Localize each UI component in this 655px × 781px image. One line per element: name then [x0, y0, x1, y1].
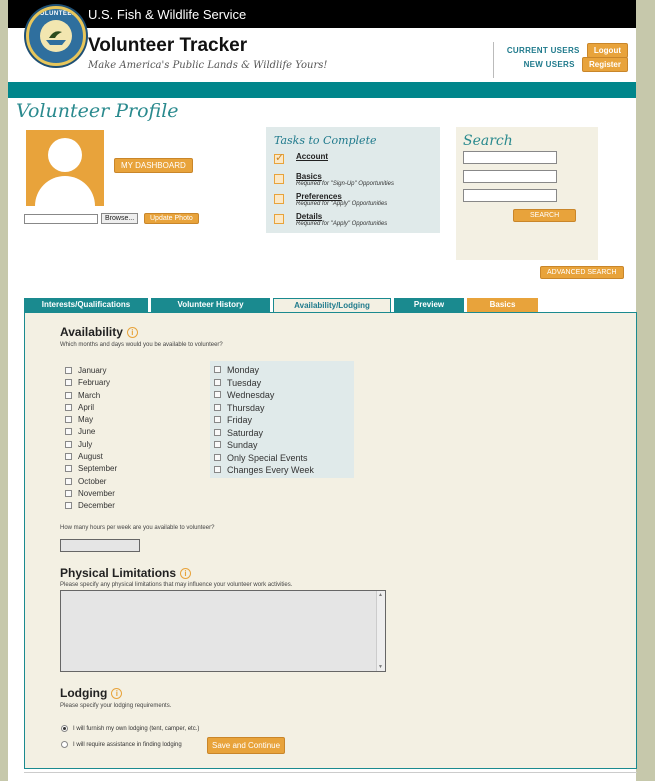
month-label: December	[78, 501, 115, 511]
month-option[interactable]	[65, 377, 117, 389]
lodging-title	[60, 686, 122, 700]
duck-icon	[40, 20, 72, 52]
day-option[interactable]	[214, 377, 350, 390]
task-note: Required for "Apply" Opportunities	[296, 201, 388, 207]
day-option[interactable]	[214, 364, 350, 377]
scroll-down-icon[interactable]: ▼	[378, 664, 383, 670]
checkbox[interactable]	[65, 428, 72, 435]
month-label: April	[78, 402, 95, 412]
hours-question: How many hours per week are you available to volunteer?	[60, 525, 215, 531]
availability-title-text: Availability	[60, 325, 123, 339]
search-panel	[456, 127, 598, 260]
avatar-head-shape	[48, 138, 82, 172]
month-option[interactable]	[65, 463, 117, 475]
task-details	[274, 212, 432, 229]
month-option[interactable]	[65, 451, 117, 463]
day-label: Friday	[227, 415, 253, 425]
agency-name: U.S. Fish & Wildlife Service	[88, 7, 247, 22]
top-bar	[8, 0, 636, 28]
info-icon[interactable]: i	[127, 327, 138, 338]
header-band	[8, 82, 636, 98]
checkbox[interactable]	[65, 416, 72, 423]
month-label: February	[78, 378, 111, 388]
update-photo-button[interactable]: Update Photo	[144, 213, 199, 224]
info-icon[interactable]: i	[180, 568, 191, 579]
physical-title	[60, 566, 191, 580]
page-title: Volunteer Profile	[16, 100, 179, 122]
month-label: September	[78, 464, 118, 474]
search-heading: Search	[463, 133, 513, 149]
month-option[interactable]	[65, 402, 117, 414]
advanced-search-button[interactable]: ADVANCED SEARCH	[540, 266, 624, 279]
checkbox[interactable]	[65, 465, 72, 472]
month-option[interactable]	[65, 414, 117, 426]
lodging-option-assist[interactable]	[61, 741, 182, 748]
checkbox[interactable]	[214, 466, 221, 473]
radio-label: I will furnish my own lodging (tent, camper, etc.)	[73, 726, 200, 733]
task-link[interactable]: Basics	[296, 172, 322, 181]
browse-button[interactable]: Browse...	[101, 213, 138, 224]
checkbox[interactable]	[65, 367, 72, 374]
month-label: June	[78, 427, 96, 437]
save-and-continue-button[interactable]: Save and Continue	[207, 737, 285, 754]
checkbox[interactable]	[214, 391, 221, 398]
current-users-row	[507, 43, 628, 58]
day-label: Saturday	[227, 427, 264, 438]
checkbox[interactable]	[65, 441, 72, 448]
task-link[interactable]: Preferences	[296, 192, 342, 201]
checkbox[interactable]	[65, 379, 72, 386]
availability-title	[60, 325, 138, 339]
month-label: May	[78, 415, 94, 425]
month-option[interactable]	[65, 365, 117, 377]
availability-panel	[24, 312, 637, 769]
lodging-subtitle: Please specify your lodging requirements.	[60, 703, 172, 709]
checkbox[interactable]	[65, 502, 72, 509]
register-button[interactable]: Register	[582, 57, 628, 72]
months-list	[65, 365, 117, 513]
month-label: November	[78, 488, 115, 498]
checkbox[interactable]	[214, 379, 221, 386]
lodging-option-own[interactable]	[61, 725, 199, 732]
month-label: January	[78, 366, 107, 375]
checkbox[interactable]	[214, 416, 221, 423]
task-note: Required for "Apply" Opportunities	[296, 221, 388, 227]
task-link[interactable]: Details	[296, 212, 323, 221]
task-checkbox	[274, 154, 284, 164]
logo-text: VOLUNTEER	[35, 11, 77, 17]
avatar	[26, 130, 104, 206]
day-label: Tuesday	[227, 377, 262, 388]
month-label: July	[78, 439, 93, 449]
tab-interests[interactable]: Interests/Qualifications	[24, 298, 148, 312]
physical-limitations-textarea[interactable]	[60, 590, 386, 672]
tab-history[interactable]: Volunteer History	[151, 298, 270, 312]
task-note: Required for "Sign-Up" Opportunities	[296, 181, 394, 187]
task-account	[274, 152, 432, 169]
header-divider	[493, 42, 494, 78]
tab-preview[interactable]: Preview	[394, 298, 464, 312]
month-option[interactable]	[65, 476, 117, 488]
availability-subtitle: Which months and days would you be available to volunteer?	[60, 342, 223, 348]
days-list	[210, 361, 354, 478]
checkbox[interactable]	[65, 404, 72, 411]
checkbox[interactable]	[214, 441, 221, 448]
logo-emblem	[40, 20, 72, 52]
current-users-label: CURRENT USERS	[506, 46, 580, 55]
photo-file-input[interactable]	[24, 214, 98, 224]
new-users-row	[524, 57, 628, 72]
day-option[interactable]	[214, 389, 350, 402]
scroll-up-icon[interactable]: ▲	[378, 592, 383, 598]
avatar-body-shape	[35, 176, 95, 206]
radio-label: I will require assistance in finding lodging	[73, 742, 182, 749]
lodging-title-text: Lodging	[60, 686, 108, 700]
search-input-1[interactable]	[463, 151, 557, 164]
day-label: Monday	[227, 365, 260, 375]
month-option[interactable]	[65, 439, 117, 451]
my-dashboard-button[interactable]: MY DASHBOARD	[114, 158, 193, 173]
footer-divider	[24, 772, 637, 773]
day-label: Only Special Events	[227, 452, 308, 463]
task-basics	[274, 172, 432, 189]
month-option[interactable]	[65, 426, 117, 438]
physical-subtitle: Please specify any physical limitations that may influence your volunteer work activities.	[60, 582, 293, 588]
checkmark-icon: ✓	[275, 152, 285, 164]
new-users-label: NEW USERS	[523, 60, 575, 69]
day-option[interactable]	[214, 427, 350, 440]
search-input-2[interactable]	[463, 170, 557, 183]
day-option[interactable]	[214, 439, 350, 452]
day-label: Changes Every Week	[227, 465, 314, 475]
physical-title-text: Physical Limitations	[60, 566, 177, 580]
month-label: August	[78, 452, 103, 462]
checkbox[interactable]	[214, 429, 221, 436]
tasks-panel	[266, 127, 440, 233]
task-checkbox	[274, 174, 284, 184]
checkbox[interactable]	[65, 392, 72, 399]
day-option[interactable]	[214, 402, 350, 415]
scrollbar[interactable]	[376, 591, 385, 671]
radio-button[interactable]	[61, 741, 68, 748]
day-option[interactable]	[214, 464, 350, 477]
month-label: October	[78, 476, 107, 486]
month-label: March	[78, 390, 101, 400]
month-option[interactable]	[65, 390, 117, 402]
task-link[interactable]: Account	[296, 152, 328, 161]
day-option[interactable]	[214, 414, 350, 427]
fws-logo[interactable]	[26, 6, 86, 66]
month-option[interactable]	[65, 488, 117, 500]
checkbox[interactable]	[65, 478, 72, 485]
checkbox[interactable]	[214, 366, 221, 373]
tab-basics[interactable]: Basics	[467, 298, 538, 312]
tagline: Make America's Public Lands & Wildlife Yours!	[88, 60, 328, 71]
day-option[interactable]	[214, 452, 350, 465]
info-icon[interactable]: i	[111, 688, 122, 699]
task-checkbox	[274, 214, 284, 224]
search-button[interactable]: SEARCH	[513, 209, 576, 222]
search-input-3[interactable]	[463, 189, 557, 202]
day-label: Sunday	[227, 440, 258, 450]
task-checkbox	[274, 194, 284, 204]
checkbox[interactable]	[214, 454, 221, 461]
day-label: Wednesday	[227, 390, 275, 400]
day-label: Thursday	[227, 402, 265, 413]
checkbox[interactable]	[65, 490, 72, 497]
radio-button[interactable]	[61, 725, 68, 732]
task-preferences	[274, 192, 432, 209]
month-option[interactable]	[65, 500, 117, 512]
app-title: Volunteer Tracker	[88, 35, 248, 56]
checkbox[interactable]	[65, 453, 72, 460]
checkbox[interactable]	[214, 404, 221, 411]
logout-button[interactable]: Logout	[587, 43, 628, 58]
hours-input[interactable]	[60, 539, 140, 552]
tab-availability[interactable]: Availability/Lodging	[273, 298, 391, 313]
page	[8, 0, 636, 781]
tasks-heading: Tasks to Complete	[274, 134, 377, 147]
